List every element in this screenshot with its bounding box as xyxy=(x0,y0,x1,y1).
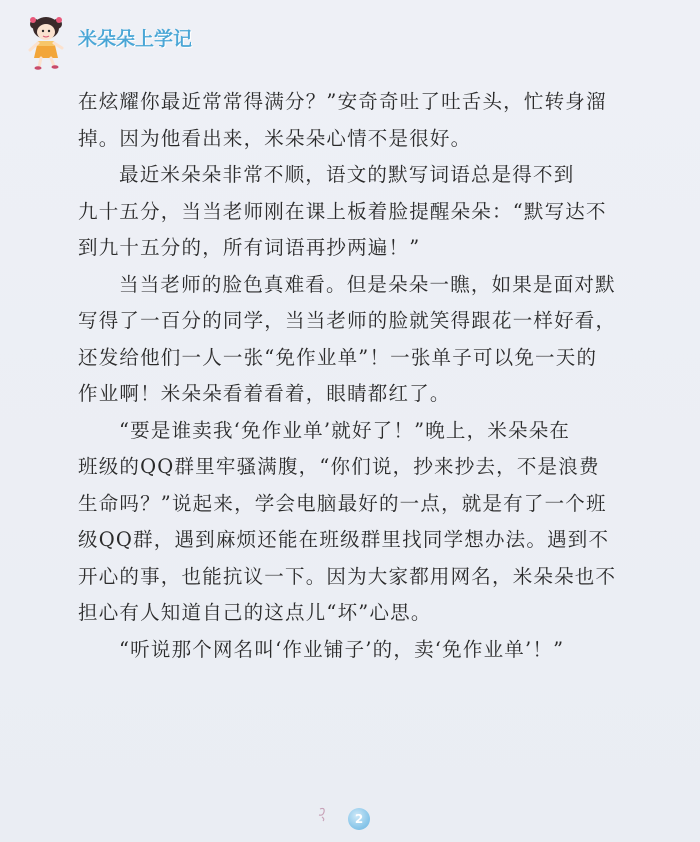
text-line: 写得了一百分的同学，当当老师的脸就笑得跟花一样好看， xyxy=(78,309,617,332)
series-title: 米朵朵上学记 xyxy=(78,28,193,50)
text-line: 九十五分，当当老师刚在课上板着脸提醒朵朵：“默写达不 xyxy=(78,199,607,223)
text-line: “听说那个网名叫‘作业铺子’的，卖‘免作业单’！” xyxy=(119,637,565,661)
text-line: 还发给他们一人一张“免作业单”！一张单子可以免一天的 xyxy=(78,345,598,369)
text-line: 级QQ群，遇到麻烦还能在班级群里找同学想办法。遇到不 xyxy=(78,528,610,551)
page-number: 2 xyxy=(348,808,370,830)
text-line: 到九十五分的，所有词语再抄两遍！” xyxy=(78,236,421,259)
text-line: 生命吗？”说起来，学会电脑最好的一点，就是有了一个班 xyxy=(78,491,607,515)
text-line: 当当老师的脸色真难看。但是朵朵一瞧，如果是面对默 xyxy=(119,272,616,296)
text-line: 开心的事，也能抗议一下。因为大家都用网名，米朵朵也不 xyxy=(78,564,617,588)
footer-decoration xyxy=(316,806,330,826)
text-line: 在炫耀你最近常常得满分？”安奇奇吐了吐舌头，忙转身溜 xyxy=(78,90,607,113)
swirl-icon xyxy=(316,806,330,822)
text-line: 最近米朵朵非常不顺，语文的默写词语总是得不到 xyxy=(119,163,575,186)
text-line: 掉。因为他看出来，米朵朵心情不是很好。 xyxy=(78,126,472,150)
body-text xyxy=(78,84,638,668)
text-line: 担心有人知道自己的这点儿“坏”心思。 xyxy=(78,601,432,624)
text-line: “要是谁卖我‘免作业单’就好了！”晚上，米朵朵在 xyxy=(119,418,571,442)
text-line: 作业啊！米朵朵看着看着，眼睛都红了。 xyxy=(78,382,451,405)
text-line: 班级的QQ群里牢骚满腹，“你们说，抄来抄去，不是浪费 xyxy=(78,455,600,478)
